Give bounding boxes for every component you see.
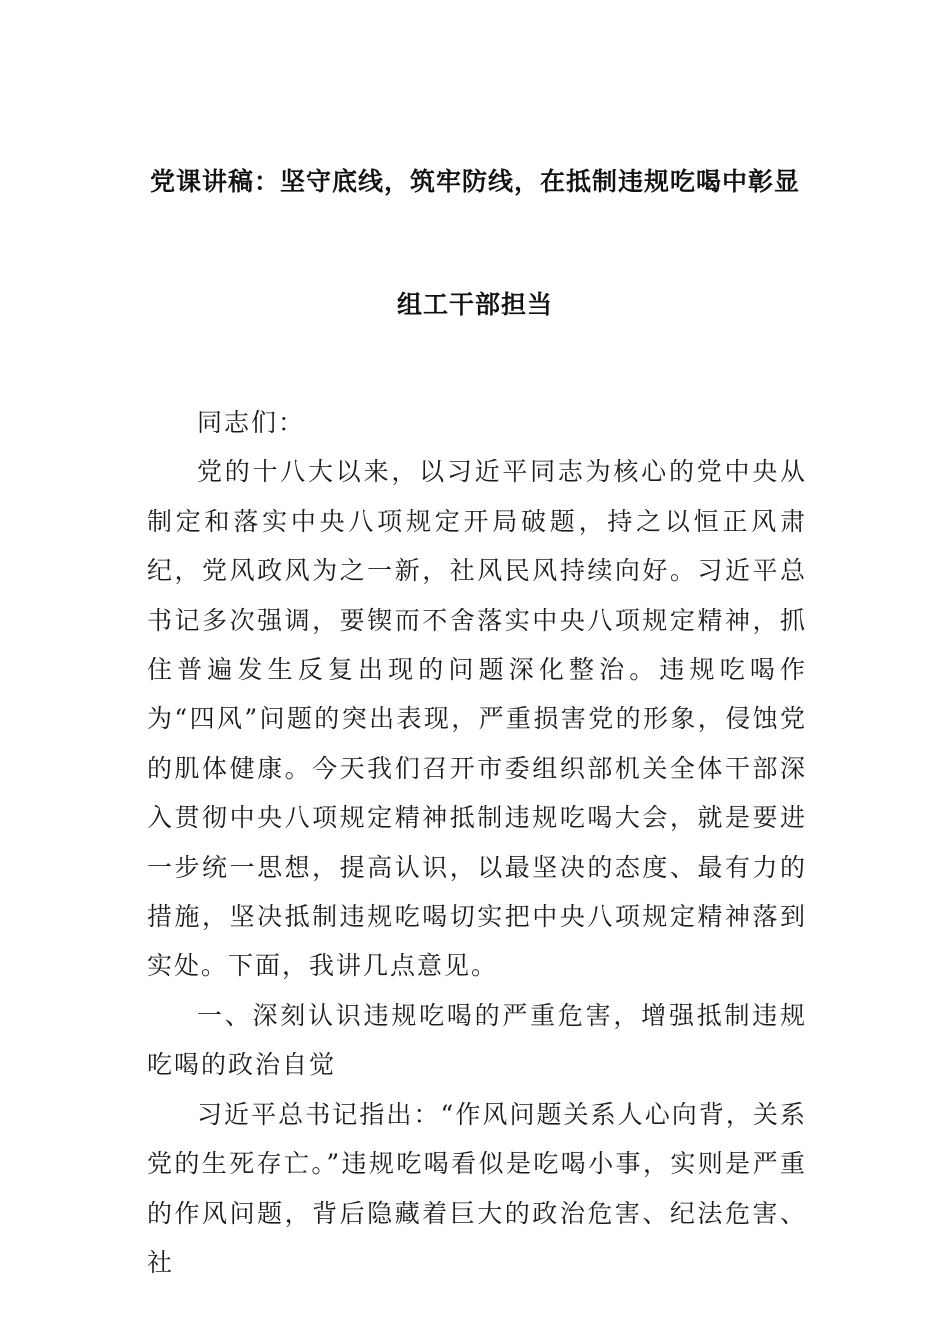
section-heading-1: 一、深刻认识违规吃喝的严重危害，增强抵制违规吃喝的政治自觉 bbox=[147, 1000, 807, 1080]
salutation: 同志们： bbox=[197, 408, 306, 437]
document-body bbox=[147, 398, 807, 1287]
document-title-line-2: 组工干部担当 bbox=[396, 290, 553, 319]
paragraph-section-1: 习近平总书记指出：“作风问题关系人心向背，关系党的生死存亡。”违规吃喝看似是吃喝小事，实则是严重的作风问题，背后隐藏着巨大的政治危害、纪法危害、社 bbox=[147, 1099, 807, 1277]
document-title-line-1: 党课讲稿：坚守底线，筑牢防线，在抵制违规吃喝中彰显 bbox=[149, 167, 800, 196]
paragraph-intro: 党的十八大以来，以习近平同志为核心的党中央从制定和落实中央八项规定开局破题，持之以恒正风肃纪，党风政风为之一新，社风民风持续向好。习近平总书记多次强调，要锲而不舍落实中央八项规定精神，抓住普遍发生反复出现的问题深化整治。违规吃喝作为“四风”问题的突出表现，严重损害党的形象，侵蚀党的肌体健康。今天我们召开市委组织部机关全体干部深入贯彻中央八项规定精神抵制违规吃喝大会，就是要进一步统一思想，提高认识，以最坚决的态度、最有力的措施，坚决抵制违规吃喝切实把中央八项规定精神落到实处。下面，我讲几点意见。 bbox=[147, 457, 807, 981]
